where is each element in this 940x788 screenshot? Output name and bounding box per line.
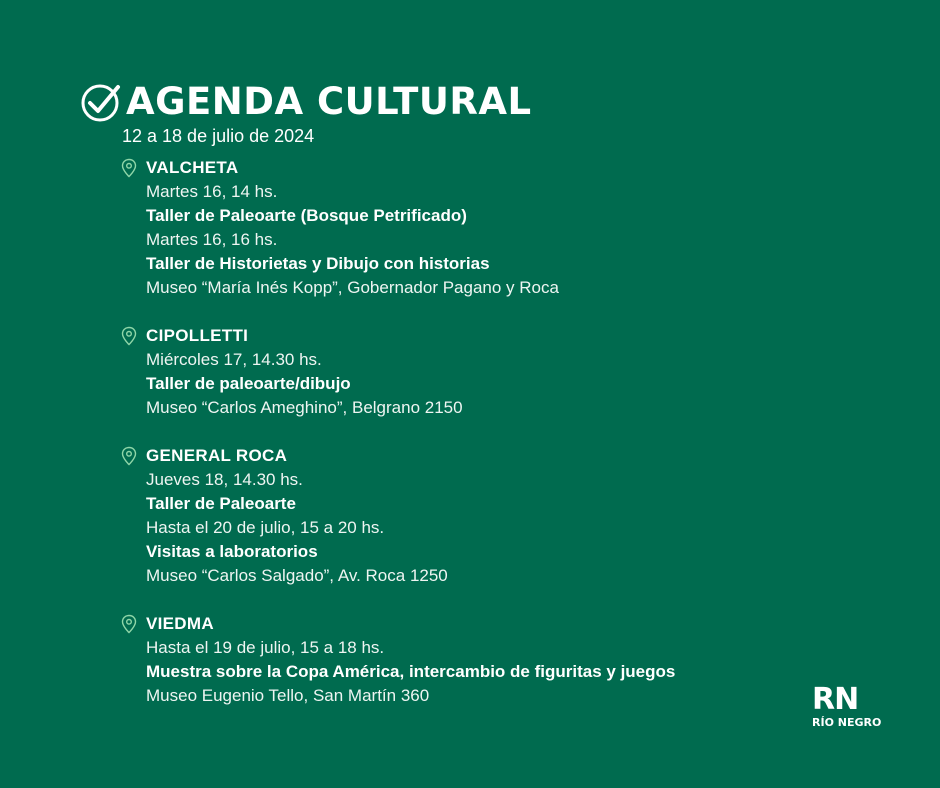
event-title: Taller de Paleoarte: [146, 494, 296, 513]
logo-text: RÍO NEGRO: [812, 716, 882, 729]
event-detail: Martes 16, 16 hs.: [146, 230, 278, 249]
logo-initials: RN: [812, 682, 859, 717]
date-range: 12 a 18 de julio de 2024: [122, 126, 315, 146]
city-name: VALCHETA: [146, 158, 239, 177]
check-circle-icon: [80, 81, 122, 123]
city-header: [120, 156, 820, 180]
event-detail: Museo “Carlos Ameghino”, Belgrano 2150: [146, 398, 463, 417]
location-pin-icon: [120, 158, 138, 178]
event-detail: Museo “Carlos Salgado”, Av. Roca 1250: [146, 566, 448, 585]
city-block: [120, 444, 820, 588]
city-name: GENERAL ROCA: [146, 446, 288, 465]
event-title: Visitas a laboratorios: [146, 542, 318, 561]
city-header: [120, 612, 820, 636]
title-row: [80, 80, 532, 124]
event-title: Muestra sobre la Copa América, intercambio de figuritas y juegos: [146, 662, 676, 681]
city-block: [120, 324, 820, 420]
city-header: [120, 444, 820, 468]
city-block: [120, 612, 820, 708]
city-header: [120, 324, 820, 348]
event-detail: Jueves 18, 14.30 hs.: [146, 470, 303, 489]
rio-negro-logo: [812, 684, 881, 729]
event-detail: Hasta el 20 de julio, 15 a 20 hs.: [146, 518, 385, 537]
location-pin-icon: [120, 446, 138, 466]
event-title: Taller de Historietas y Dibujo con historias: [146, 254, 490, 273]
location-pin-icon: [120, 614, 138, 634]
city-name: VIEDMA: [146, 614, 214, 633]
city-name: CIPOLLETTI: [146, 326, 249, 345]
events-list: [120, 156, 820, 732]
event-detail: Museo Eugenio Tello, San Martín 360: [146, 686, 430, 705]
location-pin-icon: [120, 326, 138, 346]
event-detail: Hasta el 19 de julio, 15 a 18 hs.: [146, 638, 385, 657]
event-title: Taller de paleoarte/dibujo: [146, 374, 351, 393]
event-detail: Martes 16, 14 hs.: [146, 182, 278, 201]
page-title: AGENDA CULTURAL: [126, 80, 532, 123]
event-detail: Miércoles 17, 14.30 hs.: [146, 350, 322, 369]
event-title: Taller de Paleoarte (Bosque Petrificado): [146, 206, 467, 225]
city-block: [120, 156, 820, 300]
event-detail: Museo “María Inés Kopp”, Gobernador Pagano y Roca: [146, 278, 559, 297]
header: [80, 80, 532, 147]
